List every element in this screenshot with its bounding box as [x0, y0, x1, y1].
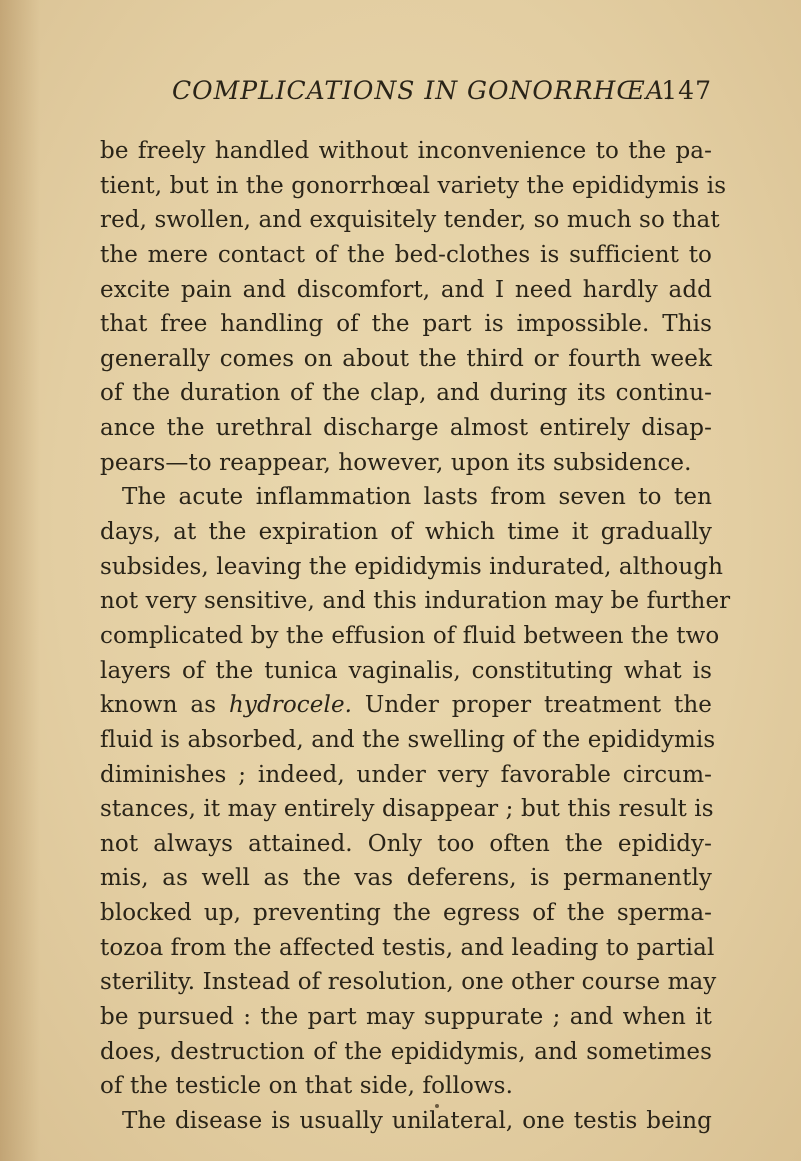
text-line: be pursued : the part may suppurate ; and when it [100, 1004, 712, 1031]
text-line-paragraph-end: pears—to reappear, however, upon its subsidence. [100, 449, 692, 476]
text-line: subsides, leaving the epididymis indurated, although [100, 553, 724, 580]
text-line: tient, but in the gonorrhœal variety the epididymis is [100, 172, 727, 199]
text-line: does, destruction of the epididymis, and sometimes [100, 1038, 712, 1065]
text-line: mis, as well as the vas deferens, is permanently [100, 865, 712, 892]
text-line: of the duration of the clap, and during its continu- [100, 380, 712, 407]
text-line: the mere contact of the bed-clothes is sufficient to [100, 241, 712, 268]
spine-shadow [0, 0, 40, 1161]
text-fragment: Under proper treatment the [352, 692, 712, 719]
text-line: complicated by the effusion of fluid between the two [100, 622, 720, 649]
text-line-paragraph-end: of the testicle on that side, follows. [100, 1073, 513, 1100]
running-head-title: COMPLICATIONS IN GONORRHŒA. [172, 76, 674, 105]
page-number: 147 [661, 76, 712, 105]
body-text [100, 134, 731, 1139]
text-line: that free handling of the part is impossible. This [100, 311, 712, 338]
text-line: layers of the tunica vaginalis, constituting what is [100, 657, 712, 684]
text-line: not very sensitive, and this induration may be further [100, 588, 731, 615]
text-line: not always attained. Only too often the epididy- [100, 830, 712, 857]
text-fragment: known as [100, 692, 229, 719]
text-line: tozoa from the affected testis, and leading to partial [100, 934, 715, 961]
text-line: fluid is absorbed, and the swelling of the epididymis [100, 726, 716, 753]
italic-term: hydrocele. [228, 692, 353, 719]
ink-speck [435, 1104, 439, 1108]
text-line: ance the urethral discharge almost entirely disap- [100, 415, 712, 442]
text-line-paragraph-start: The acute inflammation lasts from seven to ten [122, 484, 712, 511]
text-line-with-term [100, 688, 712, 723]
text-line: excite pain and discomfort, and I need hardly add [100, 276, 712, 303]
text-line: days, at the expiration of which time it gradually [100, 519, 712, 546]
text-line: stances, it may entirely disappear ; but this result is [100, 796, 714, 823]
text-line-paragraph-start: The disease is usually unilateral, one testis being [122, 1107, 712, 1134]
text-line: sterility. Instead of resolution, one other course may [100, 969, 717, 996]
running-head [172, 76, 712, 110]
text-line: blocked up, preventing the egress of the sperma- [100, 900, 712, 927]
text-line: diminishes ; indeed, under very favorable circum- [100, 761, 712, 788]
text-line: red, swollen, and exquisitely tender, so much so that [100, 207, 720, 234]
text-line: generally comes on about the third or fourth week [100, 345, 712, 372]
text-line: be freely handled without inconvenience to the pa- [100, 138, 712, 164]
